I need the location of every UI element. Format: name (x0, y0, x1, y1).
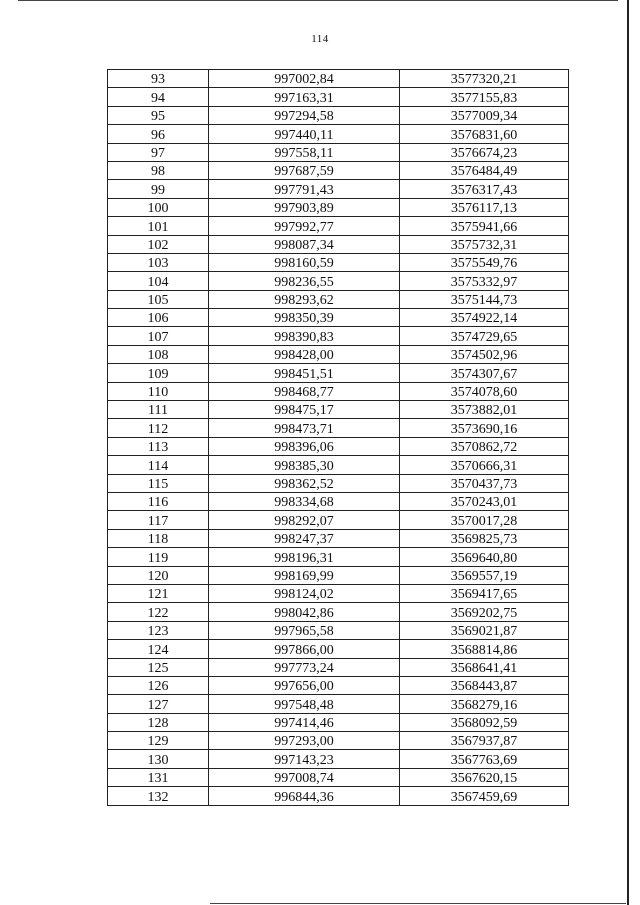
y-coordinate-cell: 3569825,73 (400, 529, 569, 547)
y-coordinate-cell: 3569417,65 (400, 584, 569, 602)
x-coordinate-cell: 998247,37 (209, 529, 400, 547)
x-coordinate-cell: 998473,71 (209, 419, 400, 437)
table-row (108, 732, 569, 750)
page-border-right (627, 0, 629, 905)
y-coordinate-cell: 3568641,41 (400, 658, 569, 676)
y-coordinate-cell: 3570862,72 (400, 437, 569, 455)
table-row (108, 125, 569, 143)
y-coordinate-cell: 3574922,14 (400, 309, 569, 327)
point-number-cell: 122 (108, 603, 209, 621)
y-coordinate-cell: 3576484,49 (400, 161, 569, 179)
x-coordinate-cell: 998468,77 (209, 382, 400, 400)
point-number-cell: 117 (108, 511, 209, 529)
x-coordinate-cell: 997163,31 (209, 88, 400, 106)
table-row (108, 511, 569, 529)
x-coordinate-cell: 997656,00 (209, 676, 400, 694)
y-coordinate-cell: 3567937,87 (400, 732, 569, 750)
point-number-cell: 119 (108, 548, 209, 566)
point-number-cell: 115 (108, 474, 209, 492)
point-number-cell: 109 (108, 364, 209, 382)
table-row (108, 180, 569, 198)
table-row (108, 290, 569, 308)
table-row (108, 750, 569, 768)
x-coordinate-cell: 998293,62 (209, 290, 400, 308)
table-row (108, 419, 569, 437)
y-coordinate-cell: 3575941,66 (400, 217, 569, 235)
x-coordinate-cell: 997903,89 (209, 198, 400, 216)
table-row (108, 382, 569, 400)
y-coordinate-cell: 3574078,60 (400, 382, 569, 400)
x-coordinate-cell: 998350,39 (209, 309, 400, 327)
point-number-cell: 111 (108, 401, 209, 419)
y-coordinate-cell: 3576117,13 (400, 198, 569, 216)
y-coordinate-cell: 3568814,86 (400, 640, 569, 658)
y-coordinate-cell: 3568092,59 (400, 713, 569, 731)
x-coordinate-cell: 997791,43 (209, 180, 400, 198)
y-coordinate-cell: 3568279,16 (400, 695, 569, 713)
x-coordinate-cell: 997293,00 (209, 732, 400, 750)
point-number-cell: 101 (108, 217, 209, 235)
y-coordinate-cell: 3570243,01 (400, 492, 569, 510)
y-coordinate-cell: 3574307,67 (400, 364, 569, 382)
table-row (108, 235, 569, 253)
table-row (108, 161, 569, 179)
point-number-cell: 99 (108, 180, 209, 198)
point-number-cell: 104 (108, 272, 209, 290)
x-coordinate-cell: 998169,99 (209, 566, 400, 584)
point-number-cell: 98 (108, 161, 209, 179)
y-coordinate-cell: 3574502,96 (400, 345, 569, 363)
x-coordinate-cell: 997992,77 (209, 217, 400, 235)
x-coordinate-cell: 998428,00 (209, 345, 400, 363)
point-number-cell: 124 (108, 640, 209, 658)
y-coordinate-cell: 3567459,69 (400, 787, 569, 805)
point-number-cell: 103 (108, 253, 209, 271)
x-coordinate-cell: 997002,84 (209, 70, 400, 88)
y-coordinate-cell: 3573882,01 (400, 401, 569, 419)
point-number-cell: 107 (108, 327, 209, 345)
x-coordinate-cell: 998362,52 (209, 474, 400, 492)
x-coordinate-cell: 997687,59 (209, 161, 400, 179)
point-number-cell: 105 (108, 290, 209, 308)
y-coordinate-cell: 3573690,16 (400, 419, 569, 437)
table-row (108, 253, 569, 271)
y-coordinate-cell: 3570437,73 (400, 474, 569, 492)
point-number-cell: 102 (108, 235, 209, 253)
point-number-cell: 126 (108, 676, 209, 694)
table-row (108, 456, 569, 474)
table-row (108, 768, 569, 786)
x-coordinate-cell: 997965,58 (209, 621, 400, 639)
table-row (108, 640, 569, 658)
y-coordinate-cell: 3567620,15 (400, 768, 569, 786)
x-coordinate-cell: 998124,02 (209, 584, 400, 602)
y-coordinate-cell: 3569557,19 (400, 566, 569, 584)
table-row (108, 566, 569, 584)
table-row (108, 327, 569, 345)
y-coordinate-cell: 3569640,80 (400, 548, 569, 566)
point-number-cell: 108 (108, 345, 209, 363)
page-border-bottom (210, 903, 626, 904)
y-coordinate-cell: 3575549,76 (400, 253, 569, 271)
table-row (108, 621, 569, 639)
point-number-cell: 121 (108, 584, 209, 602)
x-coordinate-cell: 998396,06 (209, 437, 400, 455)
point-number-cell: 116 (108, 492, 209, 510)
point-number-cell: 94 (108, 88, 209, 106)
point-number-cell: 130 (108, 750, 209, 768)
point-number-cell: 114 (108, 456, 209, 474)
x-coordinate-cell: 997143,23 (209, 750, 400, 768)
table-row (108, 713, 569, 731)
x-coordinate-cell: 998390,83 (209, 327, 400, 345)
x-coordinate-cell: 997866,00 (209, 640, 400, 658)
point-number-cell: 93 (108, 70, 209, 88)
page-border-top (18, 0, 618, 1)
y-coordinate-cell: 3569202,75 (400, 603, 569, 621)
point-number-cell: 113 (108, 437, 209, 455)
table-row (108, 198, 569, 216)
x-coordinate-cell: 998451,51 (209, 364, 400, 382)
table-row (108, 787, 569, 805)
y-coordinate-cell: 3570666,31 (400, 456, 569, 474)
table-row (108, 437, 569, 455)
point-number-cell: 110 (108, 382, 209, 400)
table-row (108, 676, 569, 694)
x-coordinate-cell: 998334,68 (209, 492, 400, 510)
x-coordinate-cell: 998385,30 (209, 456, 400, 474)
point-number-cell: 112 (108, 419, 209, 437)
table-row (108, 584, 569, 602)
table-row (108, 474, 569, 492)
y-coordinate-cell: 3569021,87 (400, 621, 569, 639)
page-number: 114 (311, 33, 329, 45)
table-row (108, 529, 569, 547)
table-row (108, 309, 569, 327)
x-coordinate-cell: 997440,11 (209, 125, 400, 143)
table-row (108, 345, 569, 363)
x-coordinate-cell: 998236,55 (209, 272, 400, 290)
x-coordinate-cell: 997294,58 (209, 106, 400, 124)
table-row (108, 401, 569, 419)
y-coordinate-cell: 3568443,87 (400, 676, 569, 694)
point-number-cell: 118 (108, 529, 209, 547)
y-coordinate-cell: 3575732,31 (400, 235, 569, 253)
point-number-cell: 127 (108, 695, 209, 713)
y-coordinate-cell: 3577009,34 (400, 106, 569, 124)
point-number-cell: 95 (108, 106, 209, 124)
x-coordinate-cell: 998292,07 (209, 511, 400, 529)
table-row (108, 658, 569, 676)
y-coordinate-cell: 3570017,28 (400, 511, 569, 529)
x-coordinate-cell: 997773,24 (209, 658, 400, 676)
point-number-cell: 100 (108, 198, 209, 216)
y-coordinate-cell: 3576674,23 (400, 143, 569, 161)
y-coordinate-cell: 3577320,21 (400, 70, 569, 88)
y-coordinate-cell: 3576831,60 (400, 125, 569, 143)
x-coordinate-cell: 997548,48 (209, 695, 400, 713)
table-row (108, 272, 569, 290)
x-coordinate-cell: 996844,36 (209, 787, 400, 805)
x-coordinate-cell: 997008,74 (209, 768, 400, 786)
point-number-cell: 123 (108, 621, 209, 639)
table-row (108, 548, 569, 566)
point-number-cell: 97 (108, 143, 209, 161)
point-number-cell: 131 (108, 768, 209, 786)
point-number-cell: 128 (108, 713, 209, 731)
table-row (108, 143, 569, 161)
x-coordinate-cell: 998196,31 (209, 548, 400, 566)
x-coordinate-cell: 998160,59 (209, 253, 400, 271)
x-coordinate-cell: 998087,34 (209, 235, 400, 253)
y-coordinate-cell: 3567763,69 (400, 750, 569, 768)
point-number-cell: 125 (108, 658, 209, 676)
x-coordinate-cell: 998042,86 (209, 603, 400, 621)
y-coordinate-cell: 3575144,73 (400, 290, 569, 308)
y-coordinate-cell: 3576317,43 (400, 180, 569, 198)
point-number-cell: 120 (108, 566, 209, 584)
table-row (108, 603, 569, 621)
x-coordinate-cell: 997558,11 (209, 143, 400, 161)
table-row (108, 364, 569, 382)
point-number-cell: 96 (108, 125, 209, 143)
table-row (108, 695, 569, 713)
point-number-cell: 129 (108, 732, 209, 750)
table-row (108, 106, 569, 124)
x-coordinate-cell: 997414,46 (209, 713, 400, 731)
y-coordinate-cell: 3577155,83 (400, 88, 569, 106)
table-row (108, 492, 569, 510)
coordinates-table (107, 69, 569, 806)
point-number-cell: 106 (108, 309, 209, 327)
y-coordinate-cell: 3574729,65 (400, 327, 569, 345)
y-coordinate-cell: 3575332,97 (400, 272, 569, 290)
coordinates-table-body (108, 70, 569, 806)
x-coordinate-cell: 998475,17 (209, 401, 400, 419)
table-row (108, 70, 569, 88)
point-number-cell: 132 (108, 787, 209, 805)
table-row (108, 217, 569, 235)
table-row (108, 88, 569, 106)
